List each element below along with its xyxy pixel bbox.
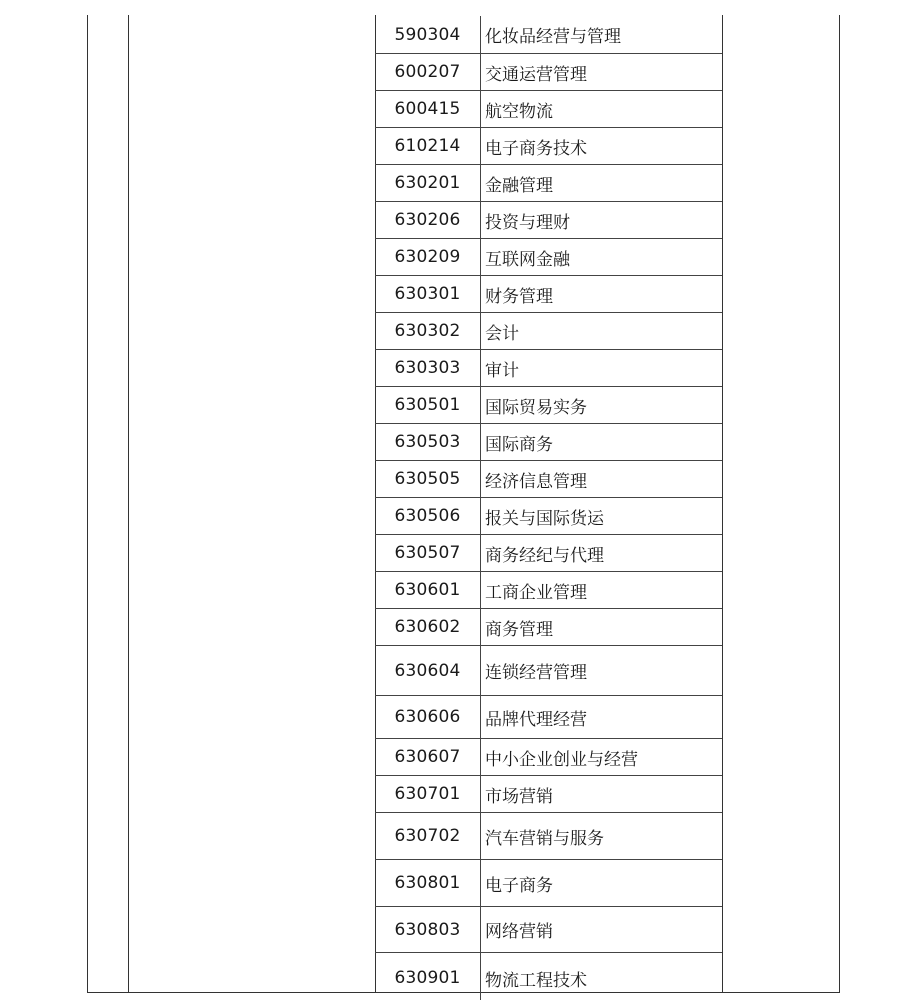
table-border-right xyxy=(839,15,840,993)
major-name: 品牌代理经营 xyxy=(485,709,587,730)
table-column-divider-1 xyxy=(128,15,129,993)
major-name: 连锁经营管理 xyxy=(485,663,587,683)
major-code: 600415 xyxy=(375,91,481,127)
major-code: 630701 xyxy=(375,776,481,812)
table-row xyxy=(375,738,722,775)
major-code: 630602 xyxy=(375,609,481,645)
major-name: 化妆品经营与管理 xyxy=(485,27,621,47)
major-name: 中小企业创业与经营 xyxy=(485,749,638,770)
major-name: 国际贸易实务 xyxy=(485,397,587,418)
table-row xyxy=(375,423,722,460)
major-name: 国际商务 xyxy=(485,434,553,455)
table-row xyxy=(375,312,722,349)
major-name: 商务经纪与代理 xyxy=(485,545,604,566)
major-code: 630503 xyxy=(375,424,481,460)
major-code: 630206 xyxy=(375,202,481,238)
table-row xyxy=(375,201,722,238)
major-code: 630506 xyxy=(375,498,481,534)
major-code: 630702 xyxy=(375,813,481,859)
major-code: 630201 xyxy=(375,165,481,201)
table-row xyxy=(375,859,722,906)
major-name: 商务管理 xyxy=(485,619,553,640)
major-name: 物流工程技术 xyxy=(485,970,587,991)
major-name: 互联网金融 xyxy=(485,249,570,270)
major-name: 审计 xyxy=(485,360,519,381)
table-row xyxy=(375,90,722,127)
major-name: 电子商务技术 xyxy=(485,138,587,159)
major-name: 交通运营管理 xyxy=(485,64,587,85)
major-code: 630302 xyxy=(375,313,481,349)
major-code: 630303 xyxy=(375,350,481,386)
major-code: 600207 xyxy=(375,54,481,90)
major-list-table xyxy=(375,16,722,992)
table-row xyxy=(375,645,722,695)
table-row xyxy=(375,571,722,608)
major-code: 630604 xyxy=(375,646,481,695)
table-row xyxy=(375,608,722,645)
major-name: 汽车营销与服务 xyxy=(485,828,604,849)
major-code: 630607 xyxy=(375,739,481,775)
table-row xyxy=(375,164,722,201)
major-code: 630901 xyxy=(375,953,481,1000)
major-name: 工商企业管理 xyxy=(485,582,587,603)
table-row xyxy=(375,16,722,53)
table-row xyxy=(375,695,722,738)
major-code: 630803 xyxy=(375,907,481,952)
major-code: 630505 xyxy=(375,461,481,497)
table-row xyxy=(375,775,722,812)
table-row xyxy=(375,53,722,90)
major-name: 会计 xyxy=(485,323,519,344)
table-row xyxy=(375,386,722,423)
major-name: 投资与理财 xyxy=(485,212,570,233)
major-code: 630301 xyxy=(375,276,481,312)
major-code: 630507 xyxy=(375,535,481,571)
major-name: 航空物流 xyxy=(485,101,553,122)
table-column-divider-3 xyxy=(722,15,723,993)
major-name: 财务管理 xyxy=(485,286,553,307)
major-code: 630209 xyxy=(375,239,481,275)
major-name: 报关与国际货运 xyxy=(485,508,604,529)
major-name: 经济信息管理 xyxy=(485,471,587,492)
table-row xyxy=(375,127,722,164)
table-row xyxy=(375,349,722,386)
table-row xyxy=(375,952,722,1000)
major-code: 630601 xyxy=(375,572,481,608)
major-code: 630801 xyxy=(375,860,481,906)
major-code: 610214 xyxy=(375,128,481,164)
major-name: 电子商务 xyxy=(485,875,553,896)
major-code: 630606 xyxy=(375,696,481,738)
table-row xyxy=(375,238,722,275)
major-name: 金融管理 xyxy=(485,175,553,196)
table-row xyxy=(375,534,722,571)
table-border-left xyxy=(87,15,88,993)
table-row xyxy=(375,906,722,952)
major-name: 市场营销 xyxy=(485,786,553,807)
major-code: 630501 xyxy=(375,387,481,423)
major-code: 590304 xyxy=(375,16,481,53)
table-row xyxy=(375,275,722,312)
major-name: 网络营销 xyxy=(485,922,553,942)
table-row xyxy=(375,460,722,497)
table-row xyxy=(375,812,722,859)
table-row xyxy=(375,497,722,534)
